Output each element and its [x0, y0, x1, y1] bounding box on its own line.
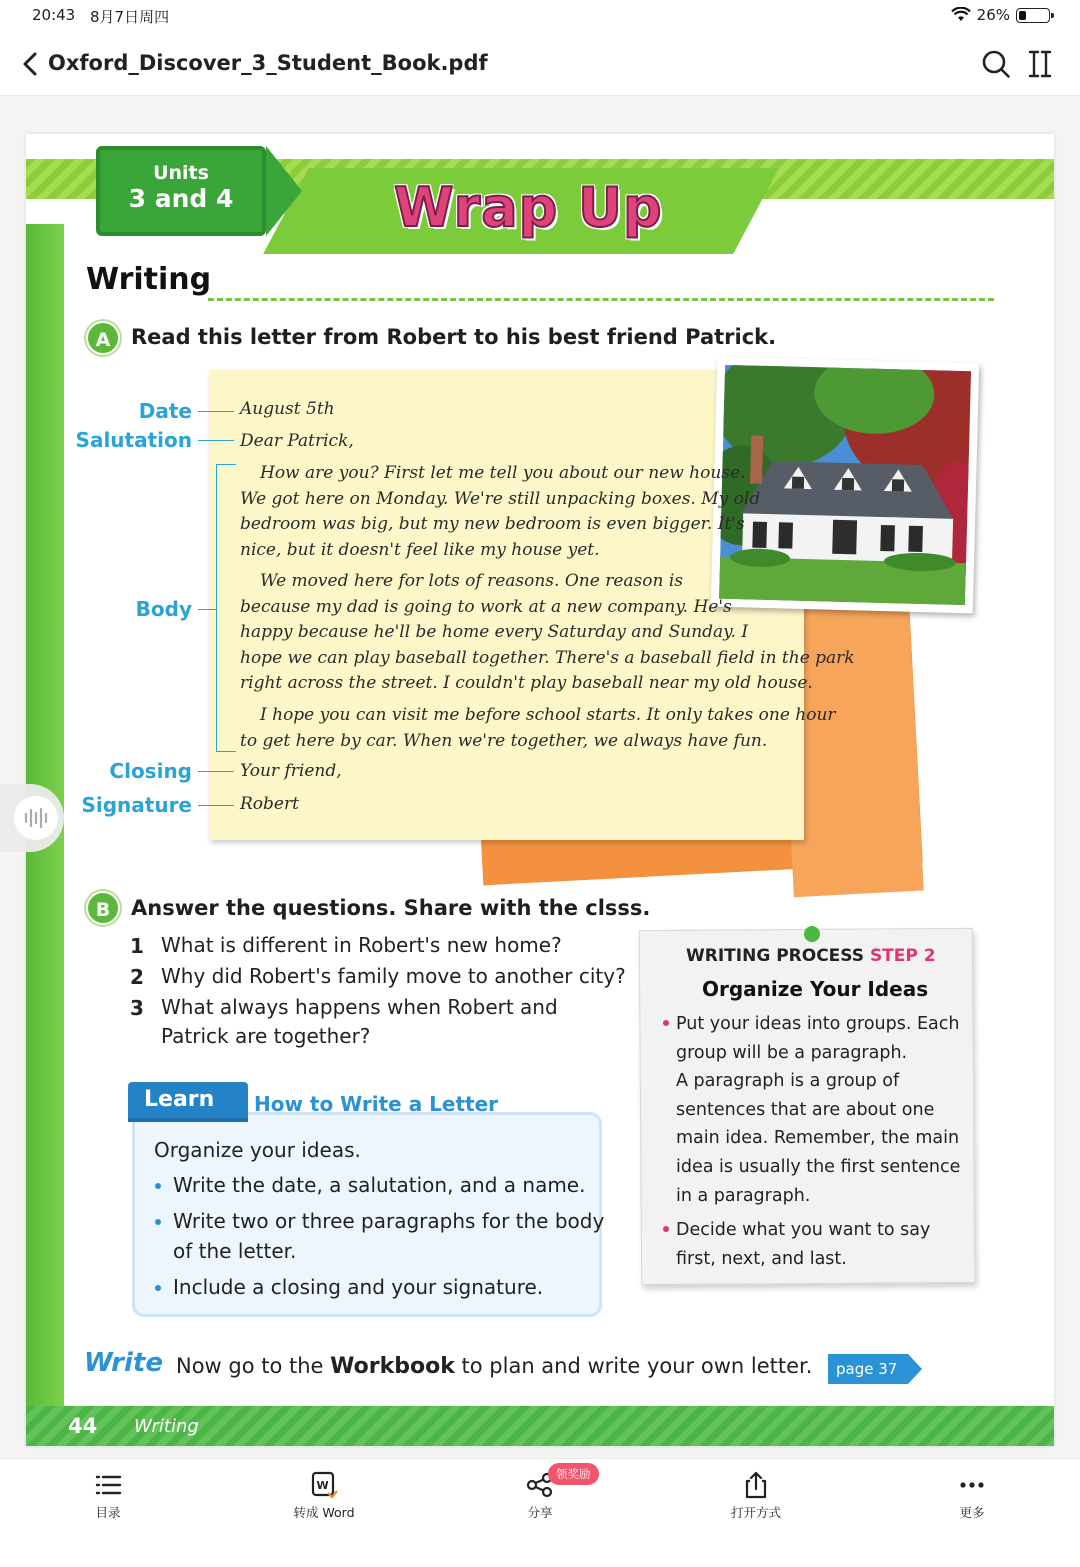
- writing-process-title: Organize Your Ideas: [702, 977, 929, 1001]
- letter-date: August 5th: [240, 399, 335, 419]
- letter-signature: Robert: [240, 794, 299, 814]
- write-pre: Now go to the: [176, 1354, 331, 1378]
- wp-line: group will be a paragraph.: [676, 1042, 908, 1063]
- instruction-a: Read this letter from Robert to his best friend Patrick.: [131, 325, 777, 349]
- label-date: Date: [138, 399, 192, 423]
- question-number: 3: [130, 996, 144, 1020]
- wifi-icon: [951, 7, 971, 23]
- wp-line: Decide what you want to say: [676, 1220, 931, 1240]
- bullet-dot: [155, 1219, 161, 1225]
- question-text: Patrick are together?: [161, 1024, 371, 1048]
- leader-body: [198, 609, 216, 610]
- bullet-dot: [155, 1183, 161, 1189]
- text-cursor-icon[interactable]: [1026, 48, 1054, 80]
- toolbar-label: 转成 Word: [293, 1505, 355, 1520]
- writing-process-bullet-1: [676, 1010, 960, 1210]
- question-text: Why did Robert's family move to another city?: [161, 964, 626, 988]
- back-chevron-icon[interactable]: [18, 50, 44, 78]
- toolbar-label: 目录: [95, 1505, 121, 1520]
- label-closing: Closing: [109, 759, 192, 783]
- open-with-icon: [740, 1469, 772, 1501]
- letter-line: right across the street. I couldn't play baseball near my old house.: [240, 673, 813, 693]
- bullet-dot: [155, 1285, 161, 1291]
- battery-fill: [1019, 11, 1026, 20]
- toolbar-toc[interactable]: [48, 1459, 168, 1521]
- wp-line: A paragraph is a group of: [676, 1071, 900, 1092]
- page-number: 44: [68, 1414, 98, 1438]
- badge-b: B: [86, 891, 120, 925]
- writing-process-label: WRITING PROCESS: [686, 946, 865, 966]
- learn-subtitle: How to Write a Letter: [254, 1092, 499, 1116]
- footer-label: Writing: [134, 1416, 199, 1437]
- writing-process-step: STEP 2: [869, 946, 936, 966]
- toolbar-more[interactable]: [912, 1459, 1032, 1521]
- document-title: Oxford_Discover_3_Student_Book.pdf: [48, 51, 488, 75]
- question-text: What is different in Robert's new home?: [161, 933, 562, 957]
- badge-a: A: [86, 321, 120, 355]
- search-icon[interactable]: [980, 48, 1012, 80]
- bullet-dot: [663, 1226, 669, 1232]
- wp-line: first, next, and last.: [676, 1248, 847, 1269]
- more-icon: [956, 1469, 988, 1501]
- letter-line: because my dad is going to work at a new company. He's: [240, 596, 732, 617]
- status-bar: [0, 0, 1080, 34]
- writing-process-heading: [686, 946, 936, 966]
- toolbar-label: 打开方式: [730, 1505, 781, 1520]
- writing-process-bullet-2: [676, 1216, 930, 1273]
- wp-line: sentences that are about one: [676, 1099, 935, 1120]
- wrap-up-title: Wrap Up: [394, 176, 663, 239]
- heading-rule: [208, 298, 994, 301]
- letter-closing: Your friend,: [240, 761, 342, 781]
- letter-line: hope we can play baseball together. There's a baseball field in the park: [240, 647, 855, 668]
- word-icon: [308, 1469, 340, 1501]
- leader-closing: [198, 771, 234, 772]
- status-date: 8月7日周四: [90, 8, 170, 26]
- letter-line: to get here by car. When we're together, we always have fun.: [240, 730, 768, 751]
- learn-bullet: Write two or three paragraphs for the body: [173, 1209, 605, 1233]
- label-body: Body: [135, 597, 192, 621]
- wp-line: Put your ideas into groups. Each: [676, 1014, 960, 1034]
- units-badge: [96, 146, 266, 236]
- letter-paragraph-2: [240, 569, 855, 697]
- learn-bullet: Write the date, a salutation, and a name.: [173, 1173, 586, 1197]
- section-heading: Writing: [86, 262, 212, 297]
- leader-signature: [198, 805, 234, 806]
- reward-badge[interactable]: 领奖励: [548, 1463, 599, 1485]
- learn-tab: Learn: [128, 1082, 248, 1122]
- learn-intro: Organize your ideas.: [154, 1138, 361, 1162]
- letter-line: happy because he'll be home every Saturday and Sunday. I: [240, 622, 749, 642]
- label-signature: Signature: [81, 793, 192, 817]
- wp-line: in a paragraph.: [676, 1185, 811, 1206]
- wp-line: idea is usually the first sentence: [676, 1156, 961, 1177]
- bullet-dot: [663, 1020, 669, 1026]
- letter-line: How are you? First let me tell you about our new house.: [260, 463, 746, 483]
- workbook-word: Workbook: [330, 1354, 455, 1379]
- audio-waveform-icon: [14, 796, 58, 840]
- audio-circle: [14, 796, 58, 840]
- question-text: What always happens when Robert and: [161, 995, 558, 1019]
- letter-salutation: Dear Patrick,: [240, 431, 354, 451]
- letter-line: We got here on Monday. We're still unpacking boxes. My old: [240, 488, 761, 509]
- battery-percent: 26%: [976, 6, 1010, 24]
- status-right: [951, 6, 1050, 24]
- write-instruction: [176, 1354, 812, 1379]
- learn-bullet: of the letter.: [173, 1239, 297, 1263]
- status-time: 20:43: [32, 6, 76, 24]
- svg-text:W: W: [316, 1479, 329, 1492]
- toolbar-label: 分享: [527, 1505, 553, 1520]
- letter-paragraph-1: [240, 461, 760, 563]
- body-bracket: [216, 464, 236, 752]
- pin-icon: [804, 926, 820, 942]
- label-salutation: Salutation: [75, 428, 192, 452]
- battery-icon: [1016, 8, 1050, 23]
- letter-line: nice, but it doesn't feel like my house yet.: [240, 539, 600, 560]
- letter-line: I hope you can visit me before school starts. It only takes one hour: [260, 705, 836, 725]
- write-logo: Write: [84, 1348, 163, 1378]
- toolbar-to-word[interactable]: [264, 1459, 384, 1521]
- title-bar: [0, 34, 1080, 96]
- bottom-toolbar: [0, 1458, 1080, 1567]
- list-icon: [92, 1469, 124, 1501]
- question-number: 2: [130, 965, 144, 989]
- letter-line: bedroom was big, but my new bedroom is even bigger. It's: [240, 514, 745, 534]
- write-post: to plan and write your own letter.: [454, 1354, 813, 1378]
- toolbar-label: 更多: [959, 1505, 985, 1520]
- letter-paragraph-3: [240, 703, 836, 754]
- learn-bullet: Include a closing and your signature.: [173, 1275, 544, 1299]
- units-numbers: 3 and 4: [128, 184, 234, 213]
- page-reference-tag: page 37: [828, 1354, 908, 1384]
- leader-salutation: [198, 440, 234, 441]
- instruction-b: Answer the questions. Share with the clsss.: [131, 896, 651, 920]
- toolbar-open-with[interactable]: [696, 1459, 816, 1521]
- pdf-page: [26, 134, 1054, 1446]
- units-label: Units: [153, 162, 209, 184]
- wp-line: main idea. Remember, the main: [676, 1128, 960, 1149]
- letter-line: We moved here for lots of reasons. One reason is: [260, 571, 683, 591]
- leader-date: [198, 411, 234, 412]
- question-number: 1: [130, 934, 144, 958]
